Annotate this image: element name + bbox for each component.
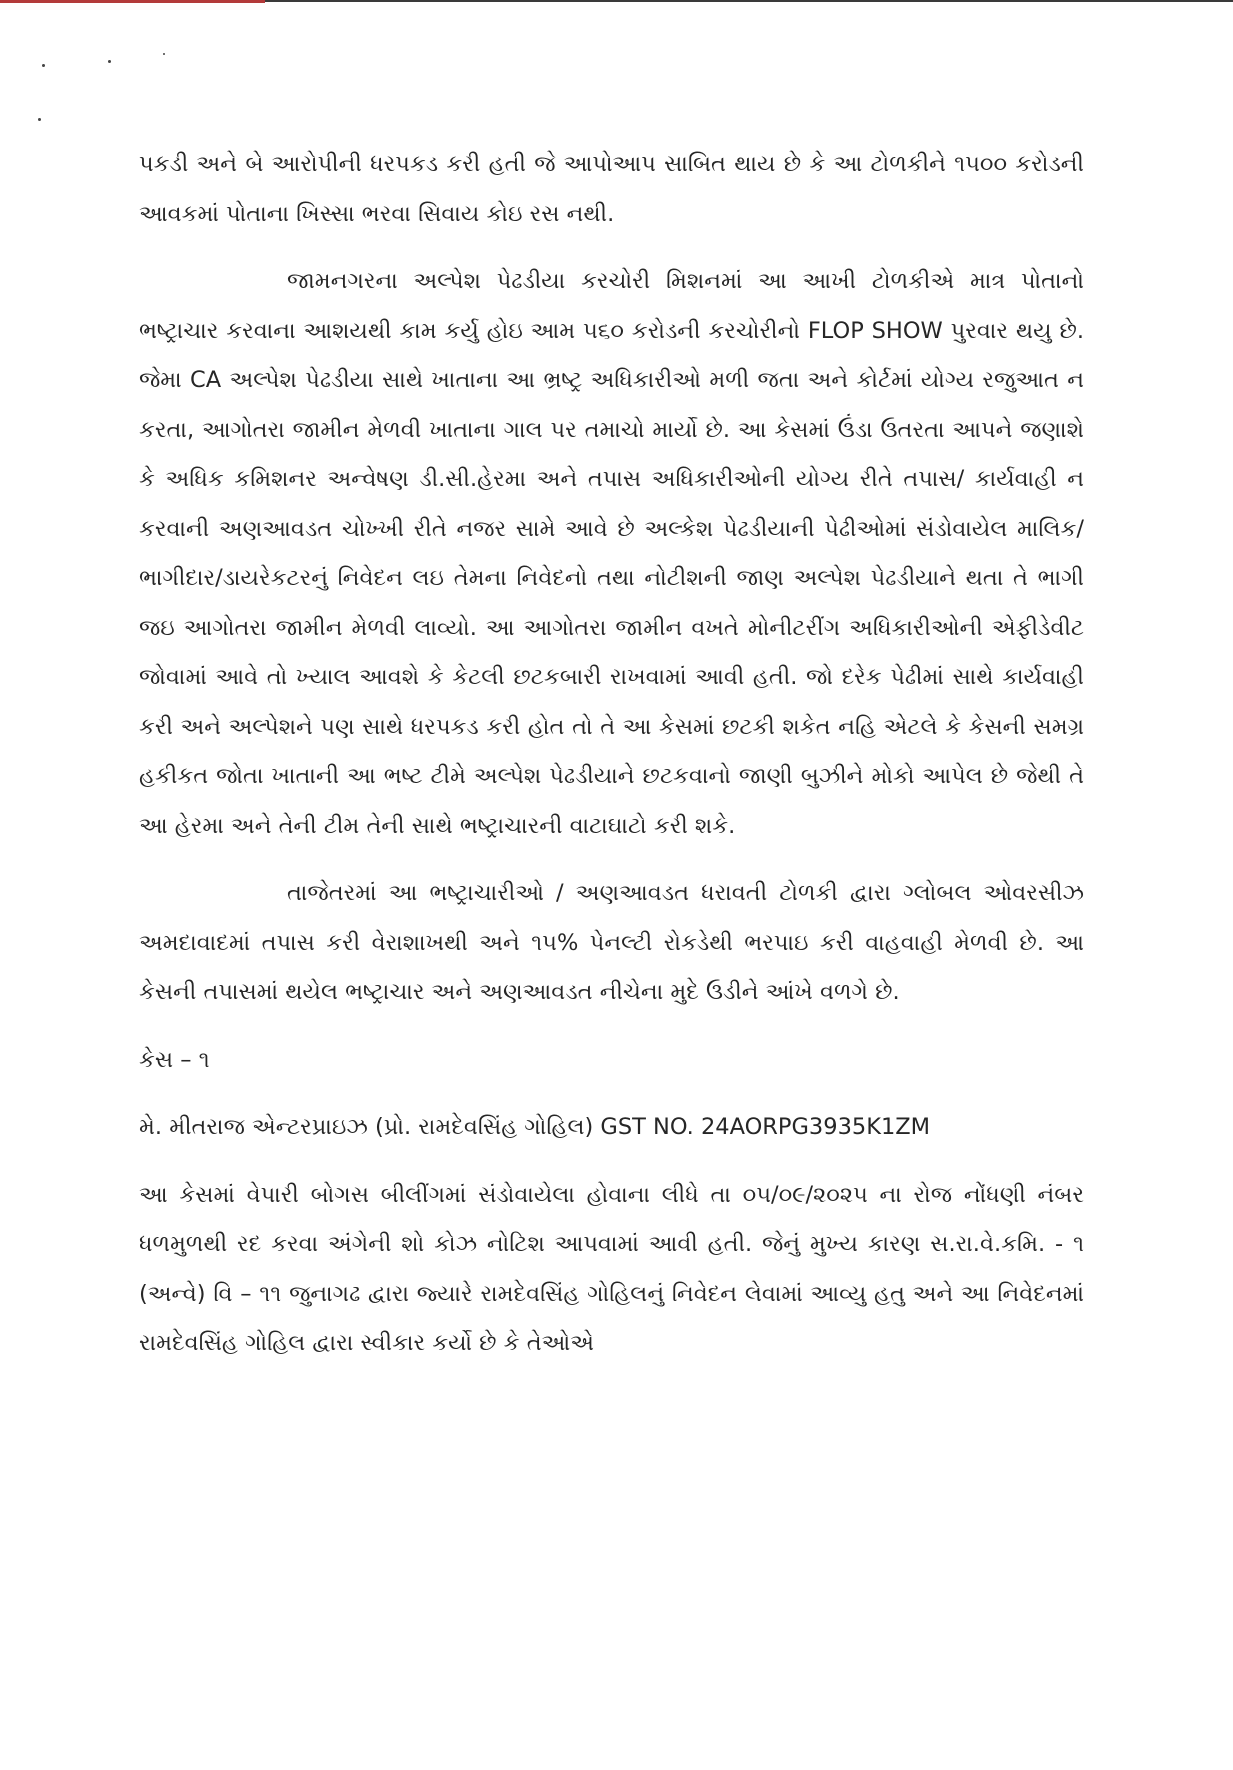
paragraph-1: પકડી અને બે આરોપીની ધરપકડ કરી હતી જે આપોઆપ સાબિત થાય છે કે આ ટોળકીને ૧૫૦૦ કરોડની આવકમાં પોતાના ખિસ્સા ભરવા સિવાય કોઇ રસ નથી. (139, 151, 1084, 227)
firm-line: મે. મીતરાજ એન્ટરપ્રાઇઝ (પ્રો. રામદેવસિંહ ગોહિલ) GST NO. 24AORPG3935K1ZM (139, 1114, 931, 1140)
paragraph-2: જામનગરના અલ્પેશ પેઢડીયા કરચોરી મિશનમાં આ આખી ટોળકીએ માત્ર પોતાનો ભષ્ટ્રાચાર કરવાના આશયથી કામ કર્યુ હોઇ આમ ૫૬૦ કરોડની કરચોરીનો FLOP SHOW પુરવાર થયુ છે. જેમા CA અલ્પેશ પેઢડીયા સાથે ખાતાના આ ભ્રષ્ટ્ર અધિકારીઓ મળી જતા અને કોર્ટમાં યોગ્ય રજુઆત ન કરતા, આગોતરા જામીન મેળવી ખાતાના ગાલ પર તમાચો માર્યો છે. આ કેસમાં ઉંડા ઉતરતા આપને જણાશે કે અધિક કમિશનર અન્વેષણ ડી.સી.હેરમા અને તપાસ અધિકારીઓની યોગ્ય રીતે તપાસ/ કાર્યવાહી ન કરવાની અણઆવડત ચોખ્ખી રીતે નજર સામે આવે છે અલ્કેશ પેઢડીયાની પેઢીઓમાં સંડોવાયેલ માલિક/ભાગીદાર/ડાયરેકટરનું નિવેદન લઇ તેમના નિવેદનો તથા નોટીશની જાણ અલ્પેશ પેઢડીયાને થતા તે ભાગી જઇ આગોતરા જામીન મેળવી લાવ્યો. આ આગોતરા જામીન વખતે મોનીટરીંગ અધિકારીઓની એફીડેવીટ જોવામાં આવે તો ખ્યાલ આવશે કે કેટલી છટકબારી રાખવામાં આવી હતી. જો દરેક પેઢીમાં સાથે કાર્યવાહી કરી અને અલ્પેશને પણ સાથે ધરપકડ કરી હોત તો તે આ કેસમાં છટકી શકેત નહિ એટલે કે કેસની સમગ્ર હકીકત જોતા ખાતાની આ ભષ્ટ ટીમે અલ્પેશ પેઢડીયાને છટકવાનો જાણી બુઝીને મોકો આપેલ છે જેથી તે આ હેરમા અને તેની ટીમ તેની સાથે ભષ્ટ્રાચારની વાટાઘાટો કરી શકે. (139, 268, 1084, 839)
scan-speck (38, 118, 41, 121)
document-page (139, 140, 1084, 1387)
case-paragraph: આ કેસમાં વેપારી બોગસ બીલીંગમાં સંડોવાયેલા હોવાના લીધે તા ૦૫/૦૯/૨૦૨૫ ના રોજ નોંધણી નંબર ધળમુળથી રદ કરવા અંગેની શો કોઝ નોટિશ આપવામાં આવી હતી. જેનું મુખ્ય કારણ સ.રા.વે.કમિ. - ૧ (અન્વે) વિ – ૧૧ જુનાગઢ દ્વારા જ્યારે રામદેવસિંહ ગોહિલનું નિવેદન લેવામાં આવ્યુ હતુ અને આ નિવેદનમાં રામદેવસિંહ ગોહિલ દ્વારા સ્વીકાર કર્યો છે કે તેઓએ (139, 1181, 1084, 1356)
case-title: કેસ – ૧ (139, 1046, 210, 1073)
scan-speck (163, 53, 165, 55)
paragraph-3: તાજેતરમાં આ ભષ્ટ્રાચારીઓ / અણઆવડત ધરાવતી ટોળકી દ્વારા ગ્લોબલ ઓવરસીઝ અમદાવાદમાં તપાસ કરી વેરાશાખથી અને ૧૫% પેનલ્ટી રોકડેથી ભરપાઇ કરી વાહવાહી મેળવી છે. આ કેસની તપાસમાં થયેલ ભષ્ટ્રાચાર અને અણઆવડત નીચેના મુદે ઉડીને આંખે વળગે છે. (139, 880, 1084, 1005)
scan-speck (108, 60, 111, 63)
scan-speck (42, 64, 45, 67)
top-edge-accent (0, 0, 265, 3)
